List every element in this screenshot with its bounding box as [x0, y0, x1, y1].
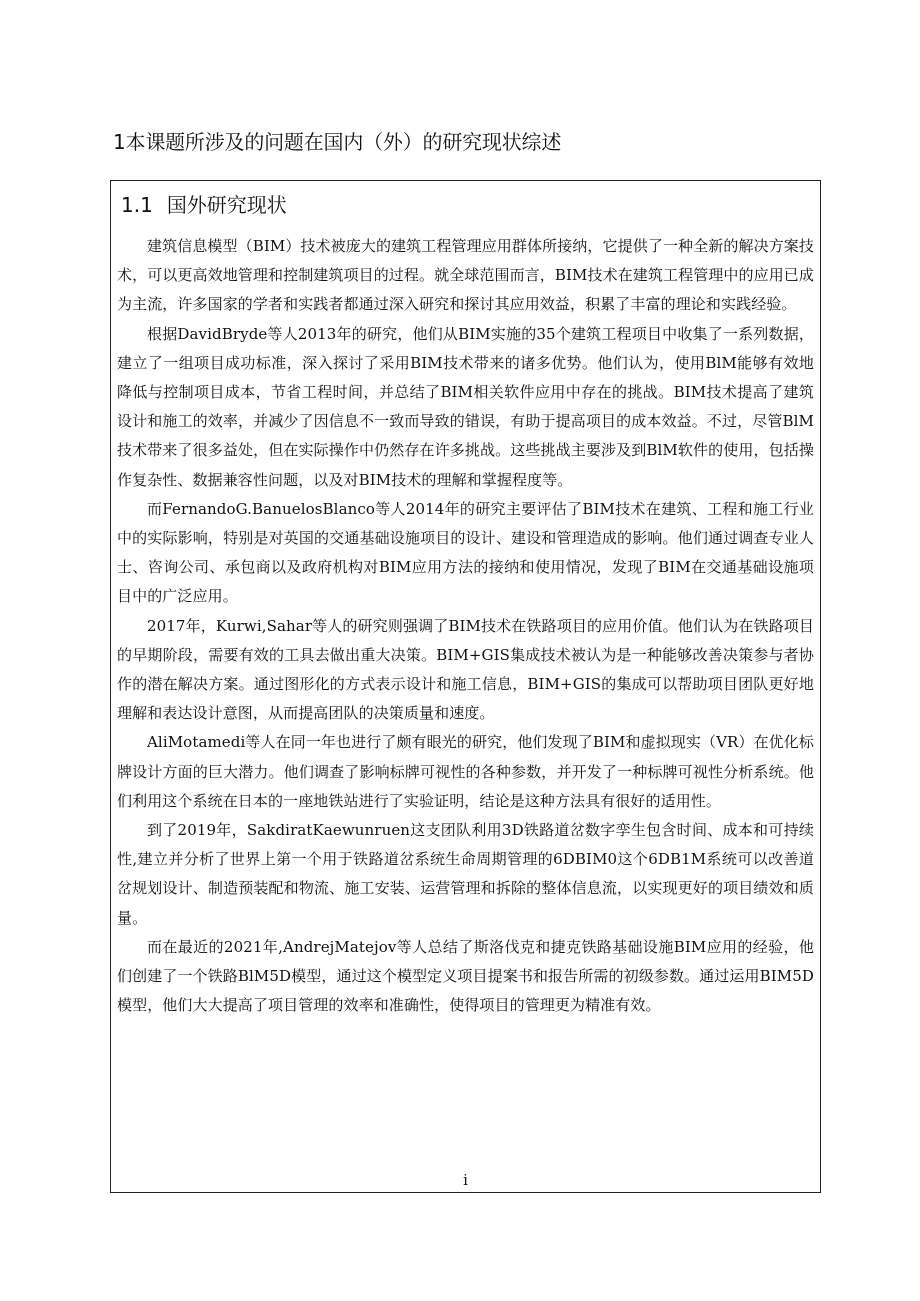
paragraph: 根据DavidBryde等人2013年的研究，他们从BIM实施的35个建筑工程项目中收集了一系列数据，建立了一组项目成功标准，深入探讨了采用BIM技术带来的诸多优势。他们认为，使用BlM能够有效地降低与控制项目成本，节省工程时间，并总结了BIM相关软件应用中存在的挑战。BIM技术提高了建筑设计和施工的效率，并减少了因信息不一致而导致的错误，有助于提高项目的成本效益。不过，尽管BlM技术带来了很多益处，但在实际操作中仍然存在许多挑战。这些挑战主要涉及到BlM软件的使用，包括操作复杂性、数据兼容性问题，以及对BIM技术的理解和掌握程度等。	[117, 324, 814, 489]
section-title-text: 国外研究现状	[166, 193, 287, 217]
paragraph: AliMotamedi等人在同一年也进行了颇有眼光的研究，他们发现了BIM和虚拟现实（VR）在优化标牌设计方面的巨大潜力。他们调查了影响标牌可视性的各种参数，并开发了一种标牌可视性分析系统。他们利用这个系统在日本的一座地铁站进行了实验证明，结论是这种方法具有很好的适用性。	[117, 733, 814, 810]
page-number: i	[463, 1171, 468, 1189]
section-title	[121, 189, 287, 218]
paragraph: 而FernandoG.BanuelosBlanco等人2014年的研究主要评估了BIM技术在建筑、工程和施工行业中的实际影响，特别是对英国的交通基础设施项目的设计、建设和管理造成的影响。他们通过调查专业人士、咨询公司、承包商以及政府机构对BIM应用方法的接纳和使用情况，发现了BIM在交通基础设施项目中的广泛应用。	[117, 499, 814, 606]
table-cell-frame	[110, 180, 821, 1193]
paragraph: 2017年，Kurwi,Sahar等人的研究则强调了BIM技术在铁路项目的应用价值。他们认为在铁路项目的早期阶段，需要有效的工具去做出重大决策。BIM+GIS集成技术被认为是一种能够改善决策参与者协作的潜在解决方案。通过图形化的方式表示设计和施工信息，BIM+GIS的集成可以帮助项目团队更好地理解和表达设计意图，从而提高团队的决策质量和速度。	[117, 616, 814, 723]
body-text	[117, 232, 814, 1020]
document-heading: 1本课题所涉及的问题在国内（外）的研究现状综述	[113, 130, 562, 154]
paragraph: 而在最近的2021年,AndrejMatejov等人总结了斯洛伐克和捷克铁路基础设施BIM应用的经验，他们创建了一个铁路BlM5D模型，通过这个模型定义项目提案书和报告所需的初级参数。通过运用BIM5D模型，他们大大提高了项目管理的效率和准确性，使得项目的管理更为精准有效。	[117, 937, 814, 1015]
paragraph: 到了2019年，SakdiratKaewunruen这支团队利用3D铁路道岔数字孪生包含时间、成本和可持续性,建立并分析了世界上第一个用于铁路道岔系统生命周期管理的6DBIM0这个6DB1M系统可以改善道岔规划设计、制造预装配和物流、施工安装、运营管理和拆除的整体信息流，以实现更好的项目绩效和质量。	[117, 821, 814, 927]
paragraph: 建筑信息模型（BIM）技术被庞大的建筑工程管理应用群体所接纳，它提供了一种全新的解决方案技术，可以更高效地管理和控制建筑项目的过程。就全球范围而言，BIM技术在建筑工程管理中的应用已成为主流，许多国家的学者和实践者都通过深入研究和探讨其应用效益，积累了丰富的理论和实践经验。	[117, 237, 815, 314]
section-number: 1.1	[121, 193, 153, 217]
